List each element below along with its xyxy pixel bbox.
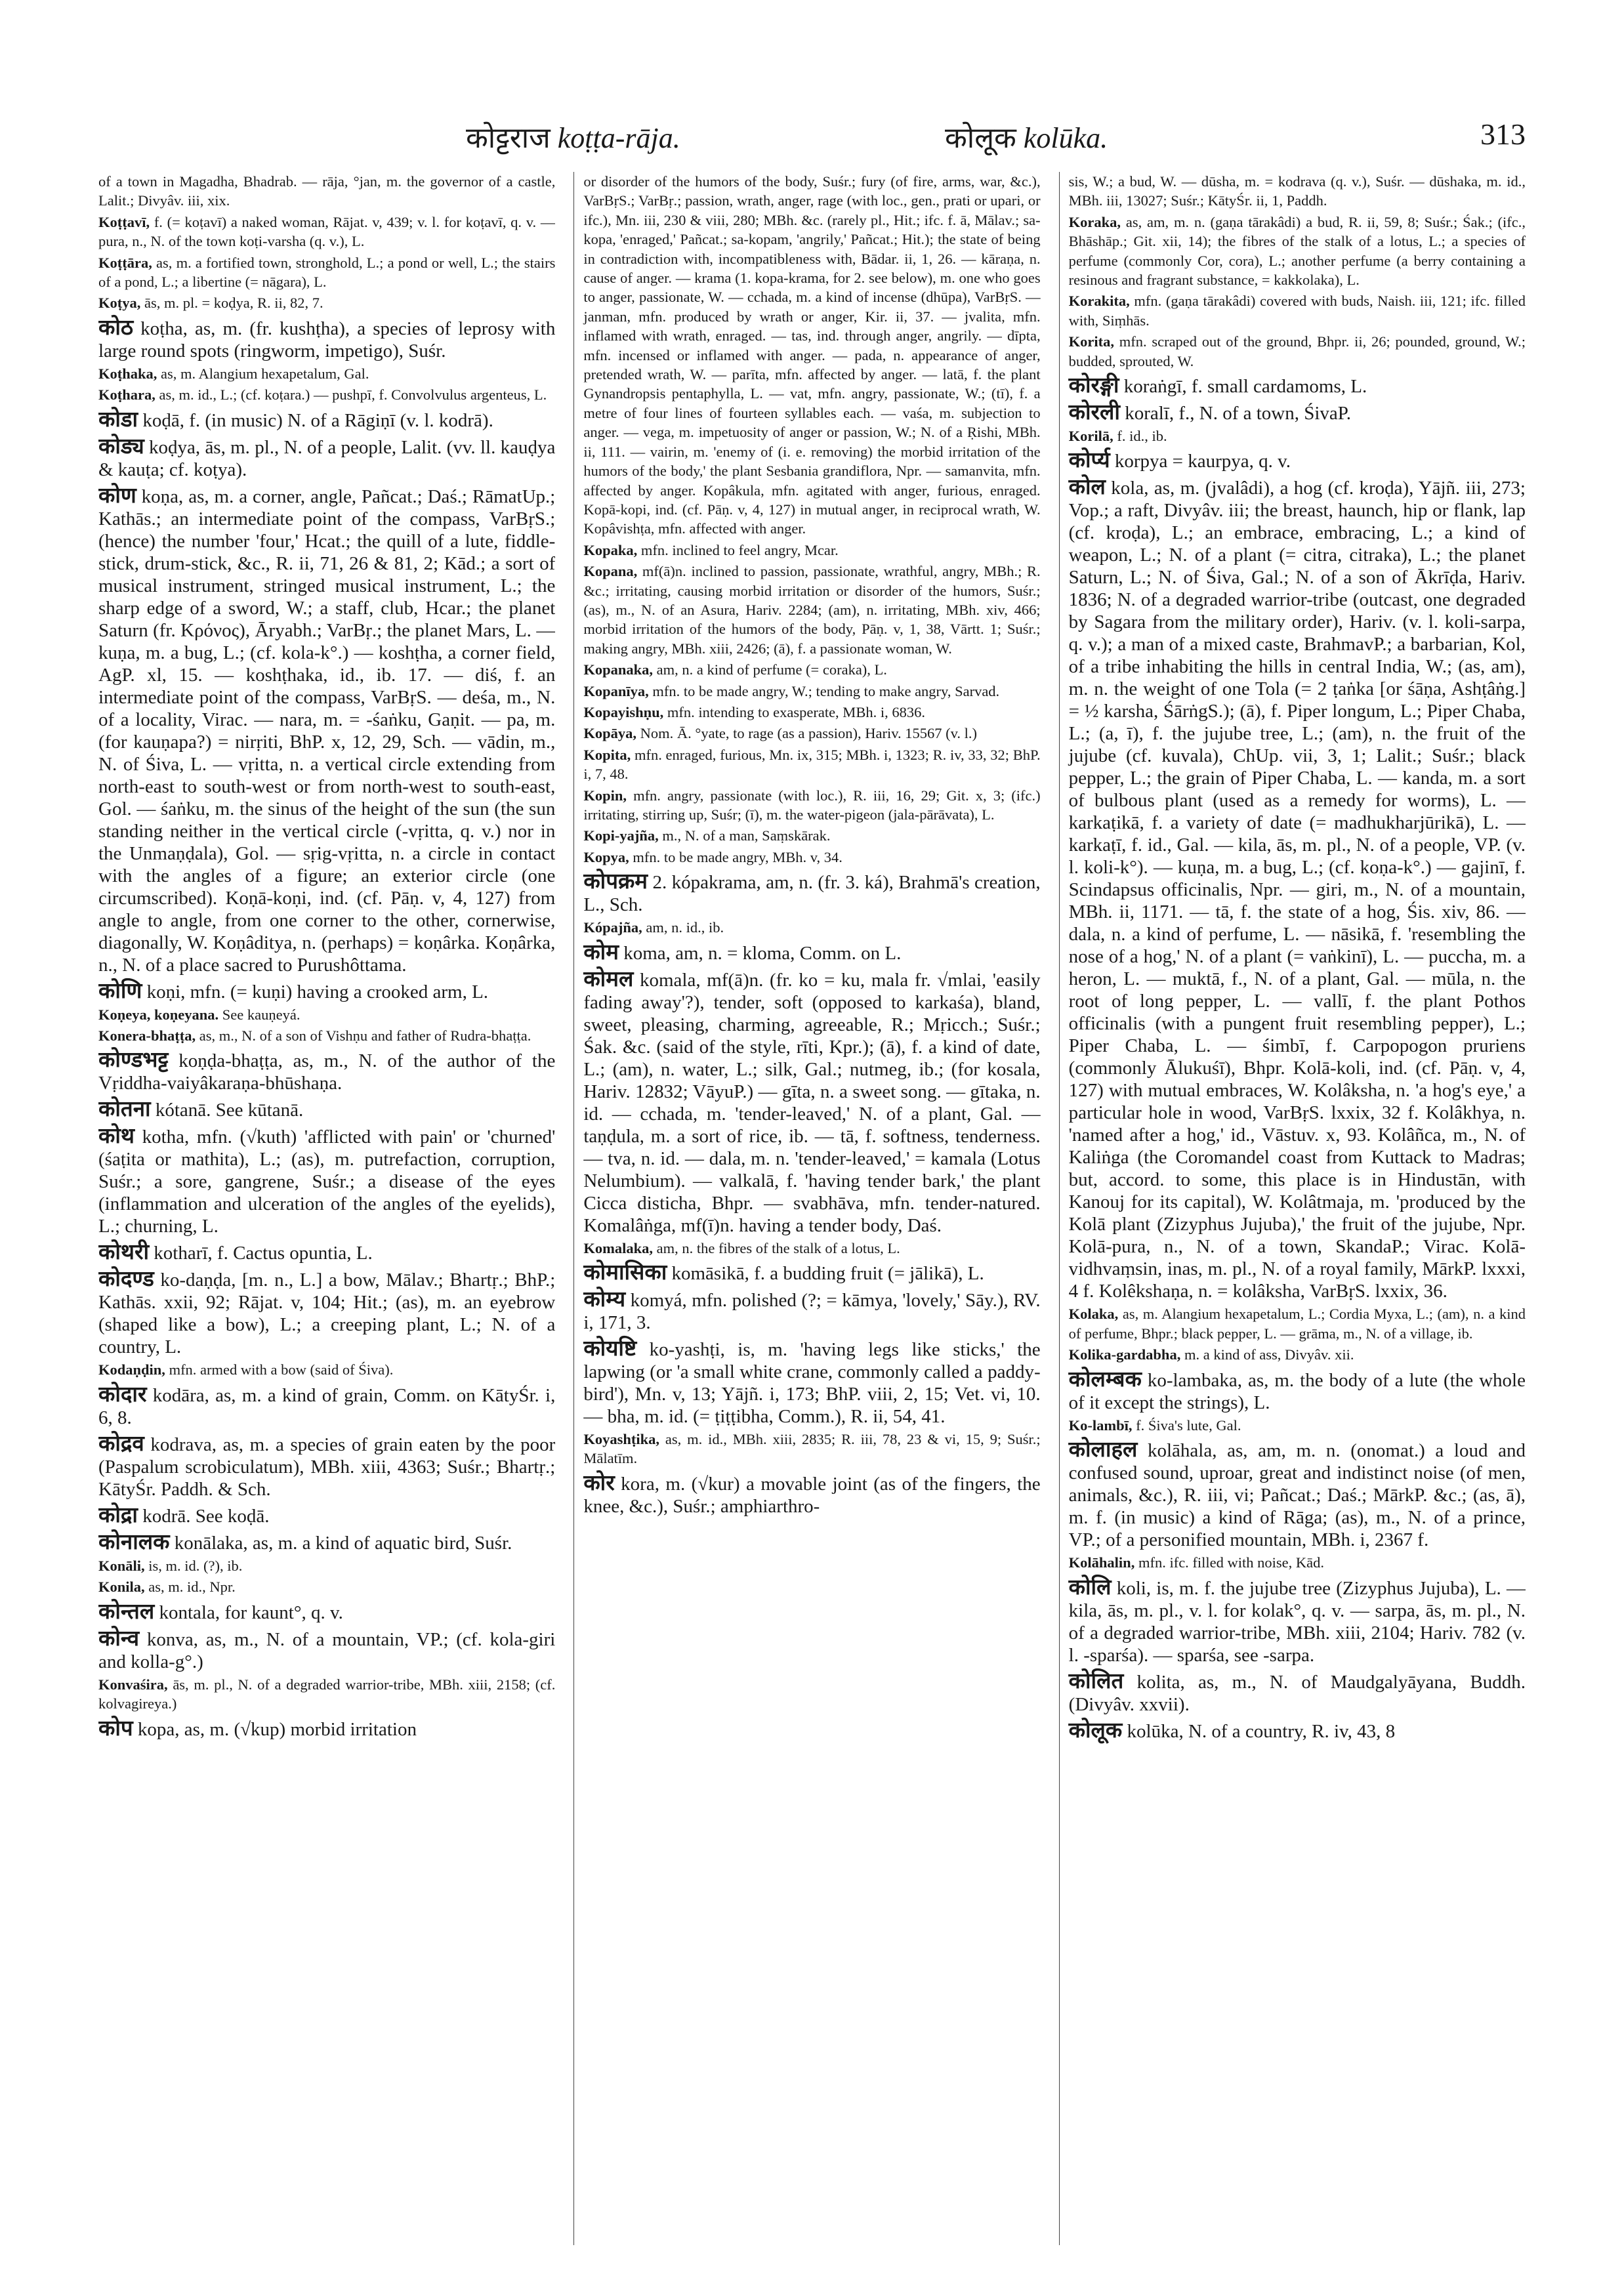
headword: Ko-lambī, <box>1068 1416 1133 1434</box>
dictionary-entry <box>98 1125 555 1237</box>
entry-text: ko-yashṭi, is, m. 'having legs like sticks,' the lapwing (or 'a small white crane, commonly called a paddy-bird'), Mn. v, 13; Yājñ. i, 173; BhP. viii, 2, 15; Vet. vi, 10. — bha, m. id. (= ṭiṭṭibha, Comm.), R. ii, 54, 41. <box>583 1339 1041 1428</box>
entry-text: as, am, m. n. (gaṇa tārakâdi) a bud, R. ii, 59, 8; Suśr.; Śak.; (ifc., Bhāshāp.; Git. xii, 14); the fibres of the stalk of a lotus, L.; a species of perfume (commonly Cor, cora), L.; another perfume (a berry containing a resinous and fragrant substance, = kakkolaka), L. <box>1068 213 1526 289</box>
entry-text: as, m. id., MBh. xiii, 2835; R. iii, 78, 23 & vi, 15, 9; Suśr.; Mālatīm. <box>583 1431 1041 1467</box>
headword: Konila, <box>98 1579 145 1596</box>
headword: कोदण्ड <box>98 1268 154 1292</box>
entry-text: or disorder of the humors of the body, Suśr.; fury (of fire, arms, war, &c.), VarBṛS.; VarBṛ.; passion, wrath, anger, rage (with loc., gen., prati or upari, or ifc.), Mn. iii, 230 & viii, 280; MBh. &c. (rarely pl., Hit.; ifc. f. ā, Mālav.; sa-kopa, 'enraged,' Pañcat.; sa-kopam, 'angrily,' Pañcat.; Hit.); the state of being in contradiction with, incompatibleness with, Bādar. ii, 1, 26. — kāraṇa, n. cause of anger. — krama (1. kopa-krama, for 2. see below), m. one who goes to anger, passionate, W. — cchada, m. a kind of incense (dhūpa), VarBṛS. — janman, mfn. produced by wrath or anger, Kir. ii, 37. — jvalita, mfn. inflamed with wrath, enraged. — tas, ind. through anger, angrily. — dīpta, mfn. incensed or inflamed with anger. — pada, n. appearance of anger, pretended wrath, W. — parīta, mfn. affected by anger. — latā, f. the plant Gynandropsis pentaphylla, L. — vat, mfn. angry, passionate, W.; (tī), f. a metre of four lines of fourteen syllables each. — vaśa, m. subjection to anger. — vega, m. impetuosity of anger or passion, W.; N. of a Ṛishi, MBh. ii, 111. — vairin, m. 'enemy of (i. e. removing) the morbid irritation of the humors of the body,' the plant Sesbania grandiflora, Npr. — samanvita, mfn. affected by anger. Kopâkula, mfn. agitated with anger, furious, enraged. Kopā-kopi, ind. (cf. Pāṇ. v, 4, 127) in mutual anger, in reciprocal wrath, W. Kopâvishṭa, mfn. affected with anger. <box>583 173 1041 537</box>
headword: कोलम्बक <box>1068 1367 1142 1392</box>
page-header <box>98 117 1526 159</box>
dictionary-entry <box>1069 332 1526 371</box>
entry-text: kolita, as, m., N. of Maudgalyāyana, Buddh. (Divyâv. xxvii). <box>1068 1671 1526 1715</box>
entry-text: kótanā. See kūtanā. <box>155 1100 304 1121</box>
dictionary-entry <box>98 1577 555 1596</box>
dictionary-entry <box>98 1049 555 1094</box>
dictionary-entry <box>98 1556 555 1575</box>
entry-text: koṇḍa-bhaṭṭa, as, m., N. of the author of the Vṛiddha-vaiyâkaraṇa-bhūshaṇa. <box>98 1050 556 1094</box>
headword: कोठ <box>98 316 134 340</box>
headword: Korilā, <box>1068 428 1114 445</box>
headword: कोमासिका <box>583 1261 667 1285</box>
column-2 <box>573 172 1040 2245</box>
headword: कोप <box>98 1716 133 1741</box>
headword: Kodaṇḍin, <box>98 1361 165 1378</box>
dictionary-entry <box>583 682 1040 701</box>
entry-text: koralī, f., N. of a town, ŚivaP. <box>1125 403 1351 424</box>
headword: कोद्रव <box>98 1432 144 1456</box>
headword: Kopayishṇu, <box>583 703 664 720</box>
entry-text: mfn. ifc. filled with noise, Kād. <box>1138 1554 1325 1571</box>
entry-text: is, m. id. (?), ib. <box>148 1557 243 1574</box>
dictionary-entry <box>583 918 1040 937</box>
headword: Koṭṭavī, <box>98 213 150 230</box>
entry-text: koṇi, mfn. (= kuṇi) having a crooked arm, L. <box>146 981 489 1003</box>
entry-text: kodāra, as, m. a kind of grain, Comm. on KātyŚr. i, 6, 8. <box>98 1384 556 1428</box>
dictionary-entry <box>98 317 555 362</box>
headword: कोयष्टि <box>583 1337 637 1361</box>
entry-text: kodrā. See koḍā. <box>142 1505 270 1527</box>
entry-text: as, m. Alangium hexapetalum, L.; Cordia Myxa, L.; (am), n. a kind of perfume, Bhpr.; black pepper, L. — grāma, m., N. of a village, ib. <box>1068 1306 1526 1342</box>
entry-text: koḍya, ās, m. pl., N. of a people, Lalit. (vv. ll. kauḍya & kauṭa; cf. koṭya). <box>98 436 556 480</box>
dictionary-entry <box>1069 172 1526 211</box>
dictionary-entry <box>98 1360 555 1379</box>
entry-text: sis, W.; a bud, W. — dūsha, m. = kodrava (q. v.), Suśr. — dūshaka, m. id., MBh. iii, 13027; Suśr.; KātyŚr. ii, 1, Paddh. <box>1068 173 1526 209</box>
dictionary-entry <box>583 541 1040 560</box>
headword: कोलि <box>1068 1575 1112 1600</box>
headword: Kopanaka, <box>583 661 653 678</box>
headword: Kolaka, <box>1068 1306 1119 1323</box>
entry-text: am, n. the fibres of the stalk of a lotus, L. <box>656 1239 900 1256</box>
entry-text: ko-daṇḍa, [m. n., L.] a bow, Mālav.; Bhartṛ.; BhP.; Kathās. xxii, 92; Rājat. v, 104; Hit.; (as), m. an eyebrow (shaped like a bow), L.; a creeping plant, L.; N. of a country, L. <box>98 1270 556 1358</box>
entry-text: mfn. (gaṇa tārakâdi) covered with buds, Naish. iii, 121; ifc. filled with, Siṃhās. <box>1068 293 1526 329</box>
dictionary-entry <box>98 1601 555 1624</box>
dictionary-entry <box>583 1338 1040 1428</box>
headword: Koṭhaka, <box>98 365 157 382</box>
headword: कोरली <box>1068 401 1120 425</box>
dictionary-entry <box>98 364 555 383</box>
entry-text: komāsikā, f. a budding fruit (= jālikā), L. <box>671 1263 984 1285</box>
entry-text: as, m. id., L.; (cf. koṭara.) — pushpī, f. Convolvulus argenteus, L. <box>159 386 547 403</box>
entry-text: of a town in Magadha, Bhadrab. — rāja, °jan, m. the governor of a castle, Lalit.; Divyâv. iii, xix. <box>98 173 556 209</box>
dictionary-entry <box>583 941 1040 964</box>
entry-text: koraṅgī, f. small cardamoms, L. <box>1123 376 1367 398</box>
headword: Konera-bhaṭṭa, <box>98 1027 196 1044</box>
headword: कोर्प्य <box>1068 449 1110 473</box>
dictionary-entry <box>583 848 1040 867</box>
entry-text: kotharī, f. Cactus opuntia, L. <box>154 1243 373 1264</box>
entry-text: mfn. scraped out of the ground, Bhpr. ii, 26; pounded, ground, W.; budded, sprouted, W. <box>1068 333 1526 369</box>
dictionary-entry <box>98 436 555 481</box>
dictionary-entry <box>1069 1416 1526 1435</box>
entry-text: ās, m. pl., N. of a degraded warrior-tribe, MBh. xiii, 2158; (cf. kolvagireya.) <box>98 1676 556 1712</box>
headword: कोण्डभट्ट <box>98 1048 169 1073</box>
headword: Kopaka, <box>583 541 638 558</box>
headword: Kopita, <box>583 746 631 763</box>
entry-text: kolāhala, as, am, m. n. (onomat.) a loud and confused sound, uproar, great and indistinct noise (of men, animals, &c.), R. iii, vi; Pañcat.; Daś.; MārkP. &c.; (as, ā), m. f. (in music) a kind of Rāga; (as), m., N. of a prince, VP.; of a personified mountain, MBh. i, 2367 f. <box>1068 1440 1526 1551</box>
headword: Konāli, <box>98 1557 145 1574</box>
entry-text: Nom. Ā. °yate, to rage (as a passion), Hariv. 15567 (v. l.) <box>640 725 978 742</box>
entry-text: kontala, for kaunt°, q. v. <box>159 1602 343 1623</box>
headword: Kopi-yajña, <box>583 827 659 844</box>
column-1 <box>98 172 555 2245</box>
dictionary-entry <box>98 293 555 312</box>
entry-text: am, n. id., ib. <box>646 919 724 936</box>
headword: कोथ <box>98 1125 135 1149</box>
dictionary-entry <box>583 1262 1040 1285</box>
headword: कोर <box>583 1471 615 1495</box>
entry-text: mfn. inclined to feel angry, Mcar. <box>640 541 839 558</box>
entry-text: komala, mf(ā)n. (fr. ko = ku, mala fr. √mlai, 'easily fading away'?), tender, soft (opposed to karkaśa), bland, sweet, pleasing, charming, agreeable, R.; Mṛicch.; Suśr.; Śak. &c. (said of the style, rīti, Kpr.); (ā), f. a kind of date, L.; (am), n. water, L.; silk, Gal.; nutmeg, ib.; (for kosala, Hariv. 12832; VāyuP.) — gīta, n. a sweet song. — gītaka, n. id. — cchada, m. 'tender-leaved,' N. of a plant, Gal. — taṇḍula, m. a sort of rice, ib. — tā, f. softness, tenderness. — tva, n. id. — dala, m. n. 'tender-leaved,' = kamala (Lotus Nelumbium). — valkalā, f. 'having tender bark,' the plant Cicca disticha, Bhpr. — svabhāva, mfn. tender-natured. Komalâṅga, mf(ī)n. having a tender body, Daś. <box>583 969 1041 1236</box>
headword: Koṭya, <box>98 295 141 312</box>
headword: कोम <box>583 940 619 964</box>
entry-text: mf(ā)n. inclined to passion, passionate, wrathful, angry, MBh.; R. &c.; irritating, causing morbid irritation or disorder of the humors, Suśr.; (as), m., N. of an Asura, Hariv. 2284; (am), n. irritating, MBh. xiv, 466; morbid irritation of the humors of the body, Pāṇ. v, 1, 38, Vārtt. 1; Suśr.; making angry, MBh. xiii, 2426; (ā), f. a passionate woman, W. <box>583 563 1041 657</box>
entry-text: koma, am, n. = kloma, Comm. on L. <box>623 942 902 964</box>
dictionary-entry <box>1069 449 1526 472</box>
headword: कोतना <box>98 1098 151 1122</box>
dictionary-entry <box>583 1289 1040 1334</box>
entry-text: kora, m. (√kur) a movable joint (as of the fingers, the knee, &c.), Suśr.; amphiarthro- <box>583 1473 1041 1517</box>
headword: कोम्य <box>583 1288 626 1312</box>
headword: कोडा <box>98 407 138 432</box>
headword: कोल <box>1068 476 1106 500</box>
entry-text: konva, as, m., N. of a mountain, VP.; (cf. kola-giri and kolla-g°.) <box>98 1628 556 1672</box>
headword: कोलाहल <box>1068 1438 1138 1462</box>
headword: Koraka, <box>1068 213 1121 230</box>
dictionary-entry <box>98 980 555 1003</box>
headword: Kópajña, <box>583 919 642 936</box>
dictionary-entry <box>98 1628 555 1673</box>
dictionary-entry <box>583 724 1040 743</box>
headword: Kolika-gardabha, <box>1068 1346 1181 1363</box>
dictionary-entry <box>98 172 555 211</box>
entry-text: koli, is, m. f. the jujube tree (Zizyphus Jujuba), L. — kila, ās, m. pl., v. l. for kolak°, q. v. — sarpa, ās, m. pl., N. of a degraded warrior-tribe, MBh. xiii, 2104; Hariv. 782 (v. l. -sparśa). — sparśa, see -sarpa. <box>1068 1577 1526 1666</box>
dictionary-entry <box>1069 1345 1526 1364</box>
entry-text: 2. kópakrama, am, n. (fr. 3. ká), Brahmā's creation, L., Sch. <box>583 872 1041 916</box>
dictionary-entry <box>583 660 1040 679</box>
headword: Koṭhara, <box>98 386 156 403</box>
column-3 <box>1059 172 1526 2245</box>
dictionary-entry <box>98 1504 555 1527</box>
dictionary-entry <box>98 213 555 251</box>
entry-text: konālaka, as, m. a kind of aquatic bird, Suśr. <box>174 1532 512 1554</box>
dictionary-entry <box>583 826 1040 845</box>
entry-text: f. Śiva's lute, Gal. <box>1136 1416 1241 1434</box>
entry-text: as, m. a fortified town, stronghold, L.; a pond or well, L.; the stairs of a pond, L.; a libertine (= nāgara), L. <box>98 254 556 291</box>
dictionary-entry <box>583 786 1040 825</box>
entry-text: kodrava, as, m. a species of grain eaten by the poor (Paspalum scrobiculatum), MBh. xiii, 4363; Suśr.; Bhartṛ.; KātyŚr. Paddh. & Sch. <box>98 1434 556 1500</box>
dictionary-entry <box>98 409 555 432</box>
dictionary-entry <box>583 703 1040 722</box>
entry-text: See kauṇeyá. <box>222 1006 301 1023</box>
dictionary-entry <box>583 968 1040 1237</box>
headword: Kopana, <box>583 563 638 580</box>
entry-text: koṭha, as, m. (fr. kushṭha), a species of leprosy with large round spots (ringworm, impetigo), Suśr. <box>98 318 556 362</box>
headword: Korakita, <box>1068 293 1130 310</box>
dictionary-entry <box>98 485 555 976</box>
dictionary-entry <box>98 1241 555 1264</box>
headword: Koṭṭāra, <box>98 254 152 271</box>
entry-text: mfn. to be made angry, W.; tending to make angry, Sarvad. <box>652 682 1000 699</box>
dictionary-entry <box>1069 1553 1526 1572</box>
dictionary-entry <box>1069 402 1526 424</box>
entry-text: mfn. to be made angry, MBh. v, 34. <box>633 848 843 865</box>
headword: कोड्य <box>98 434 144 459</box>
entry-text: koṇa, as, m. a corner, angle, Pañcat.; Daś.; RāmatUp.; Kathās.; an intermediate point of the compass, VarBṛS.; (hence) the number 'four,' Hcat.; the quill of a lute, fiddle-stick, drum-stick, &c., R. ii, 71, 26 & 81, 2; Kād.; a sort of musical instrument, stringed musical instrument, L.; the sharp edge of a sword, W.; a staff, club, Hcar.; the planet Saturn (fr. Κρόνος), Āryabh.; VarBṛ.; the planet Mars, L. — kuṇa, m. a bug, L.; (cf. kola-k°.) — koshṭha, a corner field, AgP. xl, 15. — koshṭhaka, id., ib. 17. — diś, f. an intermediate point of the compass, VarBṛS. — deśa, m., N. of a locality, Virac. — nara, m. = -śaṅku, Gaṇit. — pa, m. (for kauṇapa?) = nirṛiti, BhP. x, 12, 29, Sch. — vādin, m., N. of Śiva, L. — vṛitta, n. a vertical circle extending from north-east to south-west or from north-west to south-east, Gol. — śaṅku, m. the sinus of the height of the sun (the sun standing neither in the vertical circle (-vṛitta, q. v.) nor in the Unmaṇḍala), Gol. — sṛig-vṛitta, n. a circle in contact with the angles of a figure; an exterior circle (one circumscribed). Koṇā-koṇi, ind. (cf. Pāṇ. v, 4, 127) from angle to angle, from one corner to the other, cornerwise, diagonally, W. Koṇâditya, n. (perhaps) = koṇârka. Koṇârka, n., N. of a place sacred to Purushôttama. <box>98 486 556 976</box>
dictionary-entry <box>98 1268 555 1358</box>
headword: Koyashṭika, <box>583 1431 659 1448</box>
entry-text: ko-lambaka, as, m. the body of a lute (the whole of it except the strings), L. <box>1068 1369 1526 1413</box>
entry-text: m. a kind of ass, Divyâv. xii. <box>1184 1346 1354 1363</box>
dictionary-entry <box>1069 1369 1526 1414</box>
dictionary-entry <box>583 745 1040 784</box>
dictionary-columns <box>98 172 1526 2245</box>
entry-text: f. (= koṭavī) a naked woman, Rājat. v, 439; v. l. for koṭavī, q. v. — pura, n., N. of the town koṭi-varsha (q. v.), L. <box>98 213 556 250</box>
entry-text: kotha, mfn. (√kuth) 'afflicted with pain' or 'churned' (śaṭita or mathita), L.; (as), m. putrefaction, corruption, Suśr.; a sore, gangrene, Suśr.; a disease of the eyes (inflammation and ulceration of the angles of the eyelids), L.; churning, L. <box>98 1127 556 1237</box>
headword: Kopin, <box>583 787 627 804</box>
dictionary-entry <box>98 1098 555 1121</box>
entry-text: kolūka, N. of a country, R. iv, 43, 8 <box>1127 1720 1396 1742</box>
headword: कोलित <box>1068 1669 1124 1693</box>
entry-text: kola, as, m. (jvalâdi), a hog (cf. kroḍa), Yājñ. iii, 273; Vop.; a raft, Divyâv. iii; the breast, haunch, hip or flank, lap (cf. kroḍa), L.; an embrace, embracing, L.; a kind of weapon, L.; N. of a plant (= citra, citraka), L.; the planet Saturn, L.; N. of Śiva, Gal.; N. of a son of Ākrīḍa, Hariv. 1836; N. of a degraded warrior-tribe (outcast, one degraded by Sagara from the military order), Hariv. (v. l. koli-sarpa, q. v.); a man of a mixed caste, BrahmavP.; a barbarian, Kol, of a tribe inhabiting the hills in central India, W.; (as, am), m. n. the weight of one Tola (= 2 ṭaṅka [or śāṇa, Ashṭâṅg.] = ½ karsha, ŚārṅgS.); (ā), f. Piper longum, L.; Piper Chaba, L.; (a, ī), f. the jujube tree, L.; (am), n. the fruit of the jujube (cf. kuvala), ChUp. vii, 3, 1; Lalit.; Suśr.; black pepper, L.; the grain of Piper Chaba, L. — kanda, m. a sort of bulbous plant (used as a remedy for worms), L. — karkaṭikā, f. a variety of date (= madhukharjūrikā), L. — karkaṭī, f. id., Gal. — kila, ās, m. pl., N. of a people, VP. (v. l. koli-k°). — kuṇa, m. a bug, L.; (cf. koṇa-k°.) — gajinī, f. Scindapsus officinalis, Npr. — giri, m., N. of a mountain, MBh. ii, 1171. — tā, f. the state of a hog, Śis. xiv, 86. — dala, n. a kind of perfume, L. — nāsikā, f. 'resembling the nose of a hog,' N. of a plant (= vaṅkinī), L. — puccha, m. a heron, L. — muktā, f., N. of a plant, Gal. — mūla, n. the root of long pepper, L. — vallī, f. the plant Pothos officinalis (with a pungent fruit resembling pepper), L.; Piper Chaba, L. — śimbī, f. Carpopogon pruriens (commonly Ālukuśī), Bhpr. Kolā-koli, ind. (cf. Pāṇ. v, 4, 127) with mutual embraces, W. Kolâksha, n. 'a hog's eye,' a particular hole in wood, VarBṛS. lxxix, 32 f. Kolâkhya, n. 'named after a hog,' id., Vāstuv. x, 93. Kolâñca, m., N. of Kaliṅga (the Coromandel coast from Kuttack to Madras; but, accord. to some, this place is in Hindustān, with Kanouj for its capital), W. Kolâtmaja, m. 'produced by the Kolā plant (Zizyphus Jujuba),' the fruit of the jujube, Npr. Kolā-pura, n., N. of a town, SkandaP.; Virac. Kolā-vidhvaṃsin, inas, m. pl., N. of a royal family, MārkP. lxxxi, 4 f. Kolêkshaṇa, n. = kolâksha, VarBṛS. lxxix, 36. <box>1068 478 1526 1302</box>
headword: कोपक्रम <box>583 870 648 894</box>
dictionary-entry <box>1069 213 1526 290</box>
entry-text: mfn. intending to exasperate, MBh. i, 6836. <box>667 703 925 720</box>
headword: कोथरी <box>98 1241 150 1265</box>
headword: Kopāya, <box>583 725 636 742</box>
dictionary-entry <box>1069 1720 1526 1743</box>
headword: कोलूक <box>1068 1718 1123 1743</box>
entry-text: mfn. angry, passionate (with loc.), R. iii, 16, 29; Git. x, 3; (ifc.) irritating, stirring up, Suśr; (ī), m. the water-pigeon (jala-pārāvata), L. <box>583 787 1041 823</box>
dictionary-entry <box>1069 476 1526 1302</box>
entry-text: korpya = kaurpya, q. v. <box>1114 451 1291 472</box>
entry-text: mfn. armed with a bow (said of Śiva). <box>169 1361 394 1378</box>
dictionary-entry <box>98 1433 555 1500</box>
entry-text: as, m. id., Npr. <box>148 1579 236 1596</box>
dictionary-entry <box>1069 1439 1526 1551</box>
entry-text: am, n. a kind of perfume (= coraka), L. <box>656 661 887 678</box>
dictionary-entry <box>1069 426 1526 445</box>
headword: Kopanīya, <box>583 682 649 699</box>
headword: Kolāhalin, <box>1068 1554 1135 1571</box>
dictionary-entry <box>583 562 1040 658</box>
dictionary-entry <box>98 1005 555 1024</box>
running-head-left: कोट्टराज koṭṭa-rāja. <box>466 122 680 154</box>
headword: कोन्तल <box>98 1600 155 1624</box>
dictionary-entry <box>98 1531 555 1554</box>
headword: कोणि <box>98 979 142 1003</box>
entry-text: m., N. of a man, Saṃskārak. <box>662 827 831 844</box>
headword: कोन्व <box>98 1626 140 1651</box>
dictionary-entry <box>98 1026 555 1045</box>
page-number: 313 <box>1480 117 1526 151</box>
dictionary-entry <box>1069 375 1526 398</box>
dictionary-entry <box>98 1384 555 1429</box>
headword: कोद्रा <box>98 1503 138 1527</box>
headword: Komalaka, <box>583 1239 653 1256</box>
headword: Kopya, <box>583 848 629 865</box>
dictionary-entry <box>1069 291 1526 330</box>
dictionary-entry <box>98 1675 555 1714</box>
entry-text: as, m., N. of a son of Vishṇu and father of Rudra-bhaṭṭa. <box>199 1027 531 1044</box>
headword: कोमल <box>583 967 634 991</box>
headword: Konvaśira, <box>98 1676 168 1693</box>
dictionary-entry <box>583 1430 1040 1468</box>
dictionary-entry <box>1069 1304 1526 1343</box>
dictionary-entry <box>583 172 1040 539</box>
entry-text: mfn. enraged, furious, Mn. ix, 315; MBh. i, 1323; R. iv, 33, 32; BhP. i, 7, 48. <box>583 746 1041 783</box>
dictionary-entry <box>583 871 1040 916</box>
dictionary-entry <box>583 1472 1040 1518</box>
headword: Korita, <box>1068 333 1115 350</box>
entry-text: komyá, mfn. polished (?; = kāmya, 'lovely,' Sāy.), RV. i, 171, 3. <box>583 1290 1041 1334</box>
entry-text: koḍā, f. (in music) N. of a Rāgiṇī (v. l. kodrā). <box>142 409 493 431</box>
headword: Koṇeya, koṇeyana. <box>98 1006 219 1023</box>
entry-text: f. id., ib. <box>1117 428 1167 445</box>
headword: कोण <box>98 484 136 508</box>
dictionary-entry <box>98 385 555 404</box>
entry-text: ās, m. pl. = koḍya, R. ii, 82, 7. <box>144 295 323 312</box>
dictionary-entry <box>583 1239 1040 1258</box>
dictionary-entry <box>98 1718 555 1741</box>
headword: कोरङ्गी <box>1068 374 1119 398</box>
headword: कोनालक <box>98 1530 170 1554</box>
dictionary-entry <box>1069 1577 1526 1666</box>
running-head-center: कोलूक kolūka. <box>945 122 1108 154</box>
dictionary-entry <box>1069 1670 1526 1716</box>
entry-text: kopa, as, m. (√kup) morbid irritation <box>137 1718 417 1740</box>
entry-text: as, m. Alangium hexapetalum, Gal. <box>161 365 369 382</box>
headword: कोदार <box>98 1382 147 1407</box>
dictionary-entry <box>98 253 555 292</box>
